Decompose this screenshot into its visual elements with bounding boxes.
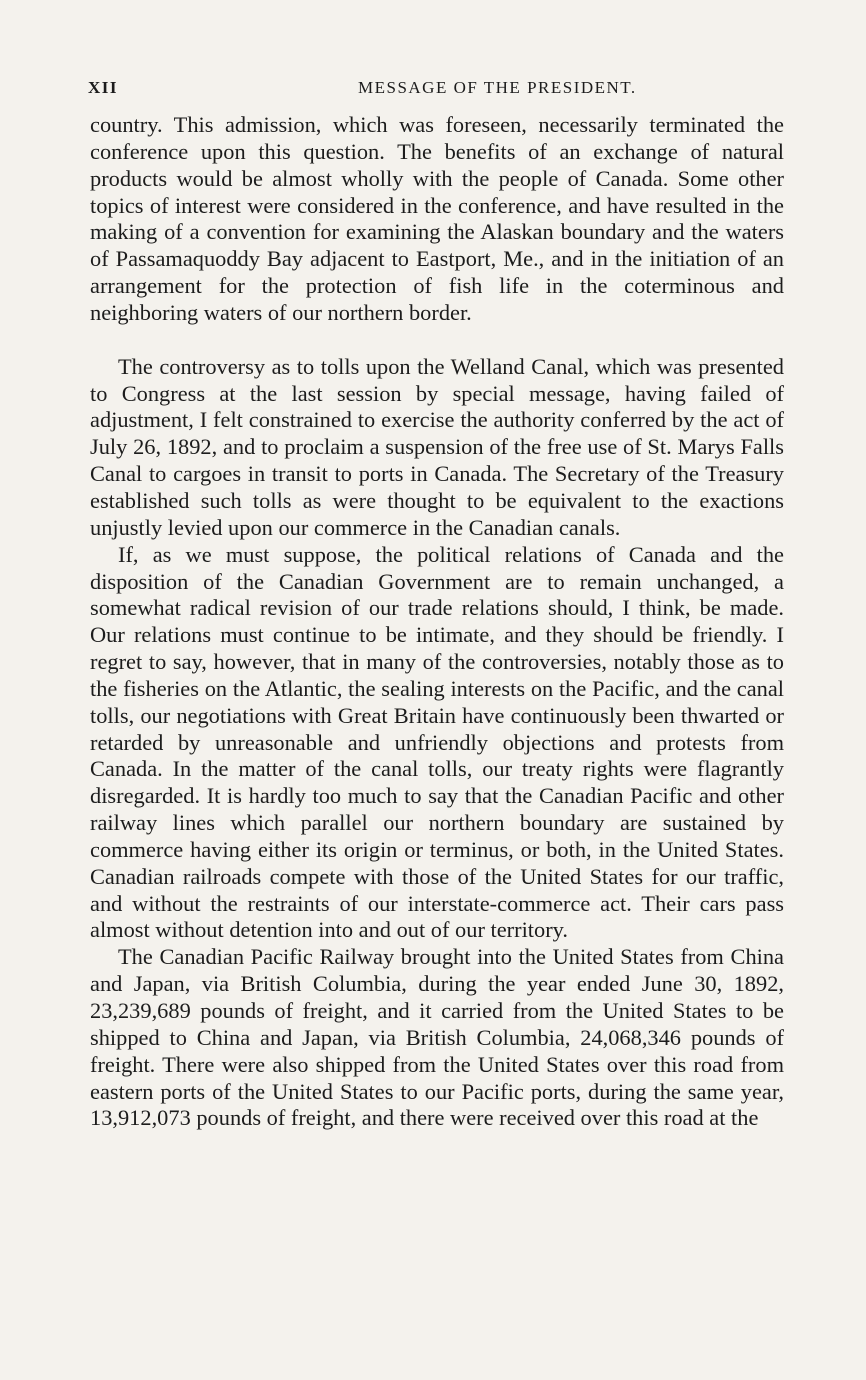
body-text [90,112,784,1132]
paragraph-continuation: country. This admission, which was foreseen, necessarily terminated the conference upon this question. The benefits of an exchange of natural products would be almost wholly with the people of Canada. Some other topics of interest were considered in the conference, and have resulted in the making of a convention for examining the Alaskan boundary and the waters of Passamaquoddy Bay adjacent to Eastport, Me., and in the initiation of an arrangement for the protection of fish life in the coterminous and neighboring waters of our northern border. [90,112,784,325]
paragraph-trade-relations: If, as we must suppose, the political relations of Canada and the disposition of the Canadian Government are to remain unchanged, a somewhat radical revision of our trade relations should, I think, be made. Our relations must continue to be intimate, and they should be friendly. I regret to say, however, that in many of the controversies, notably those as to the fisheries on the Atlantic, the sealing interests on the Pacific, and the canal tolls, our negotiations with Great Britain have continuously been thwarted or retarded by unreasonable and unfriendly objections and protests from Canada. In the matter of the canal tolls, our treaty rights were flagrantly disregarded. It is hardly too much to say that the Canadian Pacific and other railway lines which parallel our northern boundary are sustained by commerce having either its origin or terminus, or both, in the United States. Canadian railroads compete with those of the United States for our traffic, and without the restraints of our interstate-commerce act. Their cars pass almost without detention into and out of our territory. [90,541,784,943]
running-title: MESSAGE OF THE PRESIDENT. [358,78,637,97]
paragraph-welland-canal: The controversy as to tolls upon the Welland Canal, which was presented to Congress at the last session by special message, having failed of adjustment, I felt constrained to exercise the authority conferred by the act of July 26, 1892, and to proclaim a suspension of the free use of St. Marys Falls Canal to cargoes in transit to ports in Canada. The Secretary of the Treasury established such tolls as were thought to be equivalent to the exactions unjustly levied upon our commerce in the Canadian canals. [90,353,784,540]
paragraph-canadian-pacific-freight: The Canadian Pacific Railway brought into the United States from China and Japan, via British Columbia, during the year ended June 30, 1892, 23,239,689 pounds of freight, and it carried from the United States to be shipped to China and Japan, via British Columbia, 24,068,346 pounds of freight. There were also shipped from the United States over this road from eastern ports of the United States to our Pacific ports, during the same year, 13,912,073 pounds of freight, and there were received over this road at the [90,944,784,1131]
page-number: XII [88,78,119,97]
page-header [88,78,788,104]
